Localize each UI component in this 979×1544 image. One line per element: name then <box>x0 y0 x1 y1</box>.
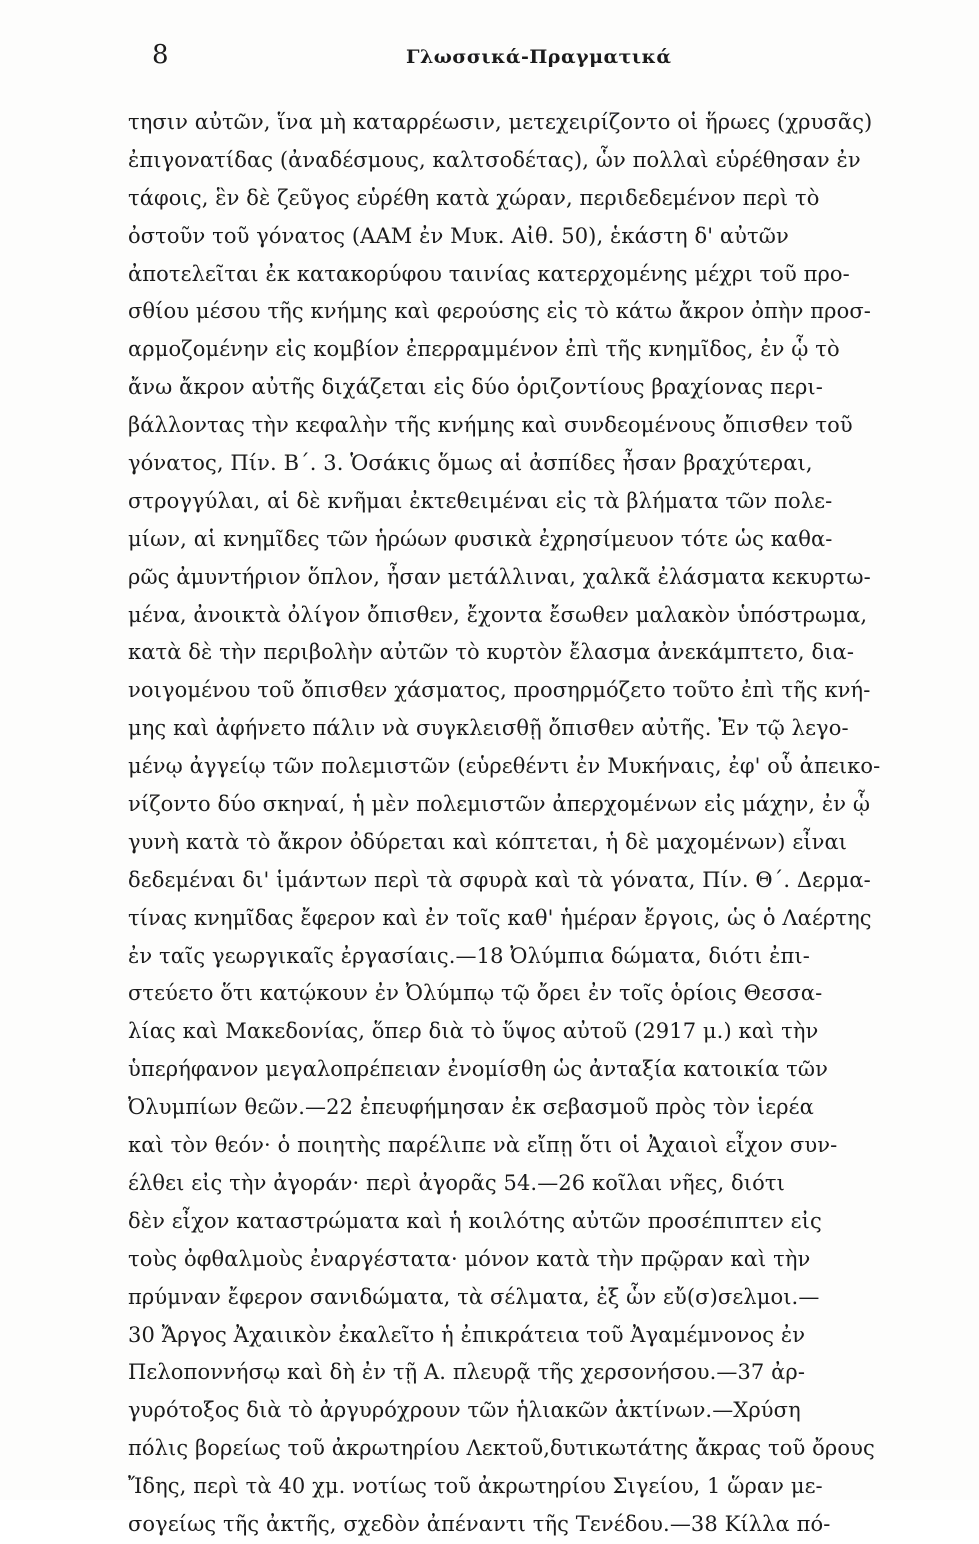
text-line: δεδεμέναι δι' ἱμάντων περὶ τὰ σφυρὰ καὶ τὰ γόνατα, Πίν. Θ΄. Δερμα- <box>128 867 871 892</box>
text-line: ὀστοῦν τοῦ γόνατος (ΑΑΜ ἐν Μυκ. Αἰθ. 50), ἑκάστη δ' αὐτῶν <box>128 223 789 248</box>
text-line: ρῶς ἀμυντήριον ὅπλον, ἦσαν μετάλλιναι, χαλκᾶ ἐλάσματα κεκυρτω- <box>128 564 871 589</box>
text-line: Ἴδης, περὶ τὰ 40 χμ. νοτίως τοῦ ἀκρωτηρίου Σιγείου, 1 ὥραν με- <box>128 1474 823 1499</box>
text-line: αρμοζομένην εἰς κομβίον ἐπερραμμένον ἐπὶ τῆς κνημῖδος, ἐν ᾧ τὸ <box>128 337 840 362</box>
text-line: τοὺς ὀφθαλμοὺς ἐναργέστατα· μόνον κατὰ τὴν πρῷραν καὶ τὴν <box>128 1246 811 1271</box>
text-line: τάφοις, ἓν δὲ ζεῦγος εὑρέθη κατὰ χώραν, περιδεδεμένον περὶ τὸ <box>128 185 820 210</box>
running-head: Γλωσσικά-Πραγματικά <box>406 46 672 68</box>
text-line: έλθει εἰς τὴν ἀγοράν· περὶ ἀγορᾶς 54.—26 κοῖλαι νῆες, διότι <box>128 1170 785 1195</box>
text-line: δὲν εἶχον καταστρώματα καὶ ἡ κοιλότης αὐτῶν προσέπιπτεν εἰς <box>128 1208 822 1233</box>
text-line: στεύετο ὅτι κατῴκουν ἐν Ὀλύμπῳ τῷ ὄρει ἐν τοῖς ὁρίοις Θεσσα- <box>128 981 823 1006</box>
text-line: σθίου μέσου τῆς κνήμης καὶ φερούσης εἰς τὸ κάτω ἄκρον ὀπὴν προσ- <box>128 299 871 324</box>
text-line: ἀποτελεῖται ἐκ κατακορύφου ταινίας κατερχομένης μέχρι τοῦ προ- <box>128 261 850 286</box>
text-line: μένα, ἀνοικτὰ ὀλίγον ὄπισθεν, ἔχοντα ἔσωθεν μαλακὸν ὑπόστρωμα, <box>128 602 868 627</box>
text-line: μένῳ ἀγγείῳ τῶν πολεμιστῶν (εὑρεθέντι ἐν Μυκήναις, ἐφ' οὗ ἀπεικο- <box>128 754 881 779</box>
text-line: σογείως τῆς ἀκτῆς, σχεδὸν ἀπέναντι τῆς Τενέδου.—38 Κίλλα πό- <box>128 1511 831 1536</box>
text-line: βάλλοντας τὴν κεφαλὴν τῆς κνήμης καὶ συνδεομένους ὄπισθεν τοῦ <box>128 413 853 438</box>
text-line: ἄνω ἄκρον αὐτῆς διχάζεται εἰς δύο ὁριζοντίους βραχίονας περι- <box>128 375 823 400</box>
page-number: 8 <box>152 40 169 70</box>
text-line: τίνας κνημῖδας ἔφερον καὶ ἐν τοῖς καθ' ἡμέραν ἔργοις, ὡς ὁ Λαέρτης <box>128 905 872 930</box>
text-line: μης καὶ ἀφήνετο πάλιν νὰ συγκλεισθῇ ὄπισθεν αὐτῆς. Ἐν τῷ λεγο- <box>128 716 849 741</box>
text-line: γόνατος, Πίν. Β΄. 3. Ὁσάκις ὅμως αἱ ἀσπίδες ἦσαν βραχύτεραι, <box>128 451 813 476</box>
text-line: καὶ τὸν θεόν· ὁ ποιητὴς παρέλιπε νὰ εἴπῃ ὅτι οἱ Ἀχαιοὶ εἶχον συν- <box>128 1133 838 1158</box>
text-line: νοιγομένου τοῦ ὄπισθεν χάσματος, προσηρμόζετο τοῦτο ἐπὶ τῆς κνή- <box>128 678 871 703</box>
text-line: τησιν αὐτῶν, ἵνα μὴ καταρρέωσιν, μετεχειρίζοντο οἱ ἥρωες (χρυσᾶς) <box>128 110 873 134</box>
page-header <box>0 40 979 80</box>
text-line: κατὰ δὲ τὴν περιβολὴν αὐτῶν τὸ κυρτὸν ἔλασμα ἀνεκάμπτετο, δια- <box>128 640 855 665</box>
text-line: ἐν ταῖς γεωργικαῖς ἐργασίαις.—18 Ὀλύμπια δώματα, διότι ἐπι- <box>128 943 810 968</box>
commentary-text <box>128 104 968 1544</box>
text-line: γυνὴ κατὰ τὸ ἄκρον ὀδύρεται καὶ κόπτεται, ἡ δὲ μαχομένων) εἶναι <box>128 829 848 854</box>
text-line: γυρότοξος διὰ τὸ ἀργυρόχρουν τῶν ἡλιακῶν ἀκτίνων.—Χρύση <box>128 1398 801 1423</box>
text-line: λίας καὶ Μακεδονίας, ὅπερ διὰ τὸ ὕψος αὐτοῦ (2917 μ.) καὶ τὴν <box>128 1019 819 1044</box>
text-line: ὑπερήφανον μεγαλοπρέπειαν ἐνομίσθη ὡς ἀνταξία κατοικία τῶν <box>128 1057 828 1082</box>
text-line: Ὀλυμπίων θεῶν.—22 ἐπευφήμησαν ἐκ σεβασμοῦ πρὸς τὸν ἱερέα <box>128 1095 814 1120</box>
text-line: 30 Ἄργος Ἀχαιικὸν ἐκαλεῖτο ἡ ἐπικράτεια τοῦ Ἀγαμέμνονος ἐν <box>128 1322 806 1347</box>
text-line: πόλις βορείως τοῦ ἀκρωτηρίου Λεκτοῦ,δυτικωτάτης ἄκρας τοῦ ὄρους <box>128 1436 875 1461</box>
text-line: Πελοποννήσῳ καὶ δὴ ἐν τῇ Α. πλευρᾷ τῆς χερσονήσου.—37 ἀρ- <box>128 1360 806 1385</box>
text-line: μίων, αἱ κνημῖδες τῶν ἡρώων φυσικὰ ἐχρησίμευον τότε ὡς καθα- <box>128 526 833 551</box>
text-line: ἐπιγονατίδας (ἀναδέσμους, καλτσοδέτας), ὧν πολλαὶ εὑρέθησαν ἐν <box>128 147 861 172</box>
text-line: στρογγύλαι, αἱ δὲ κνῆμαι ἐκτεθειμέναι εἰς τὰ βλήματα τῶν πολε- <box>128 488 833 513</box>
text-line: πρύμναν ἔφερον σανιδώματα, τὰ σέλματα, ἐξ ὧν εὔ(σ)σελμοι.— <box>128 1284 820 1309</box>
text-line: νίζοντο δύο σκηναί, ἡ μὲν πολεμιστῶν ἀπερχομένων εἰς μάχην, ἐν ᾧ <box>128 792 871 817</box>
